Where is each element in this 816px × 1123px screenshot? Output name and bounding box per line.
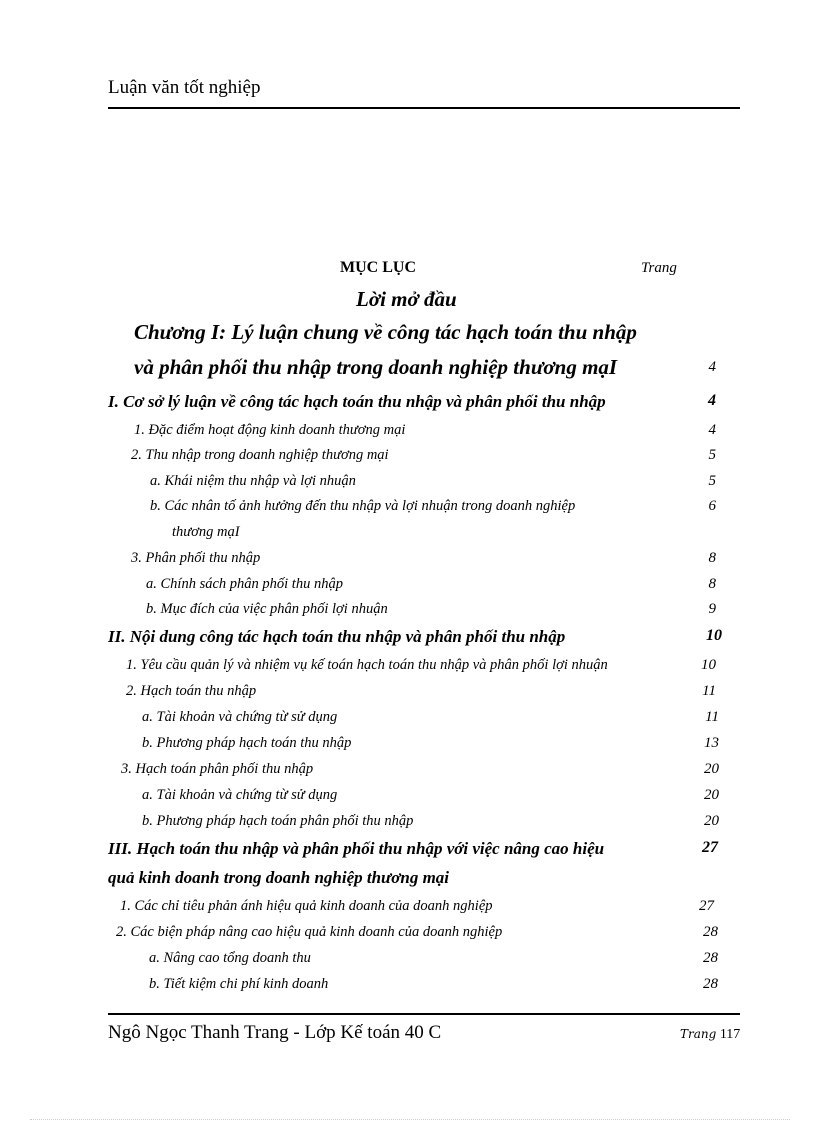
page-bottom-border	[30, 1119, 790, 1120]
toc-entry-page: 8	[708, 576, 716, 592]
toc-entry-text: b. Tiết kiệm chi phí kinh doanh	[149, 976, 329, 992]
header-rule	[108, 107, 740, 109]
toc-entry-text: 1. Các chỉ tiêu phản ánh hiệu quả kinh doanh của doanh nghiệp	[120, 898, 493, 914]
chapter-title-line1: Chương I: Lý luận chung về công tác hạch toán thu nhập	[134, 320, 637, 344]
toc-entry-text: I. Cơ sở lý luận về công tác hạch toán thu nhập và phân phối thu nhập	[108, 392, 606, 411]
page-column-label: Trang	[641, 260, 677, 276]
toc-entry-text: a. Tài khoản và chứng từ sử dụng	[142, 709, 338, 725]
toc-entry-page: 11	[705, 709, 719, 725]
toc-entry-page: 20	[704, 813, 719, 829]
toc-entry-page: 9	[708, 601, 716, 617]
toc-entry-page: 5	[708, 473, 716, 489]
toc-entry-page: 6	[708, 498, 716, 514]
footer-page-label: Trang	[680, 1027, 717, 1041]
toc-entry-text: b. Mục đích của việc phân phối lợi nhuận	[146, 601, 388, 617]
chapter-title-line2: và phân phối thu nhập trong doanh nghiệp thương mạI	[134, 355, 618, 379]
toc-entry-page: 27	[699, 898, 714, 914]
toc-entry-page: 10	[706, 627, 722, 644]
footer-rule	[108, 1013, 740, 1015]
toc-entry-page: 10	[701, 657, 716, 673]
toc-entry-page: 28	[703, 976, 718, 992]
footer-author: Ngô Ngọc Thanh Trang - Lớp Kế toán 40 C	[108, 1022, 442, 1043]
toc-entry-text: a. Khái niệm thu nhập và lợi nhuận	[150, 473, 356, 489]
toc-entry-page: 11	[702, 683, 716, 699]
toc-entry-page: 13	[704, 735, 719, 751]
toc-entry-text: quả kinh doanh trong doanh nghiệp thương mại	[108, 868, 450, 887]
toc-entry-text: a. Nâng cao tổng doanh thu	[149, 950, 311, 966]
toc-entry-page: 28	[703, 950, 718, 966]
toc-entry-text: 2. Các biện pháp nâng cao hiệu quả kinh doanh của doanh nghiệp	[116, 924, 503, 940]
toc-entry-page: 27	[702, 839, 718, 856]
toc-entry-page: 8	[708, 550, 716, 566]
toc-heading: MỤC LỤC	[340, 259, 416, 276]
toc-entry-text: III. Hạch toán thu nhập và phân phối thu nhập với việc nâng cao hiệu	[108, 839, 605, 858]
toc-entry-text: 1. Đặc điểm hoạt động kinh doanh thương mại	[134, 422, 406, 438]
toc-entry-text: 3. Hạch toán phân phối thu nhập	[121, 761, 314, 777]
toc-entry-text: II. Nội dung công tác hạch toán thu nhập và phân phối thu nhập	[108, 627, 566, 646]
toc-entry-page: 4	[708, 392, 716, 409]
toc-entry-page: 5	[708, 447, 716, 463]
toc-entry-page: 20	[704, 787, 719, 803]
toc-entry-text: thương mạI	[172, 524, 240, 540]
toc-entry-page: 4	[708, 422, 716, 438]
toc-entry-text: b. Phương pháp hạch toán phân phối thu nhập	[142, 813, 414, 829]
toc-entry-page: 28	[703, 924, 718, 940]
toc-entry-text: b. Phương pháp hạch toán thu nhập	[142, 735, 352, 751]
toc-entry-text: 1. Yêu cầu quản lý và nhiệm vụ kế toán hạch toán thu nhập và phân phối lợi nhuận	[126, 657, 608, 673]
footer-page-info	[680, 1027, 740, 1043]
toc-entry-page: 20	[704, 761, 719, 777]
toc-entry-text: 2. Thu nhập trong doanh nghiệp thương mại	[131, 447, 389, 463]
header-title: Luận văn tốt nghiệp	[108, 77, 261, 98]
toc-entry-text: b. Các nhân tố ảnh hưởng đến thu nhập và lợi nhuận trong doanh nghiệp	[150, 498, 576, 514]
toc-entry-text: a. Chính sách phân phối thu nhập	[146, 576, 343, 592]
toc-entry-text: 3. Phân phối thu nhập	[131, 550, 261, 566]
chapter-page: 4	[708, 359, 716, 375]
toc-intro: Lời mở đầu	[356, 287, 457, 311]
toc-entry-text: 2. Hạch toán thu nhập	[126, 683, 257, 699]
toc-entry-text: a. Tài khoản và chứng từ sử dụng	[142, 787, 338, 803]
footer-page-number: 117	[719, 1027, 741, 1042]
